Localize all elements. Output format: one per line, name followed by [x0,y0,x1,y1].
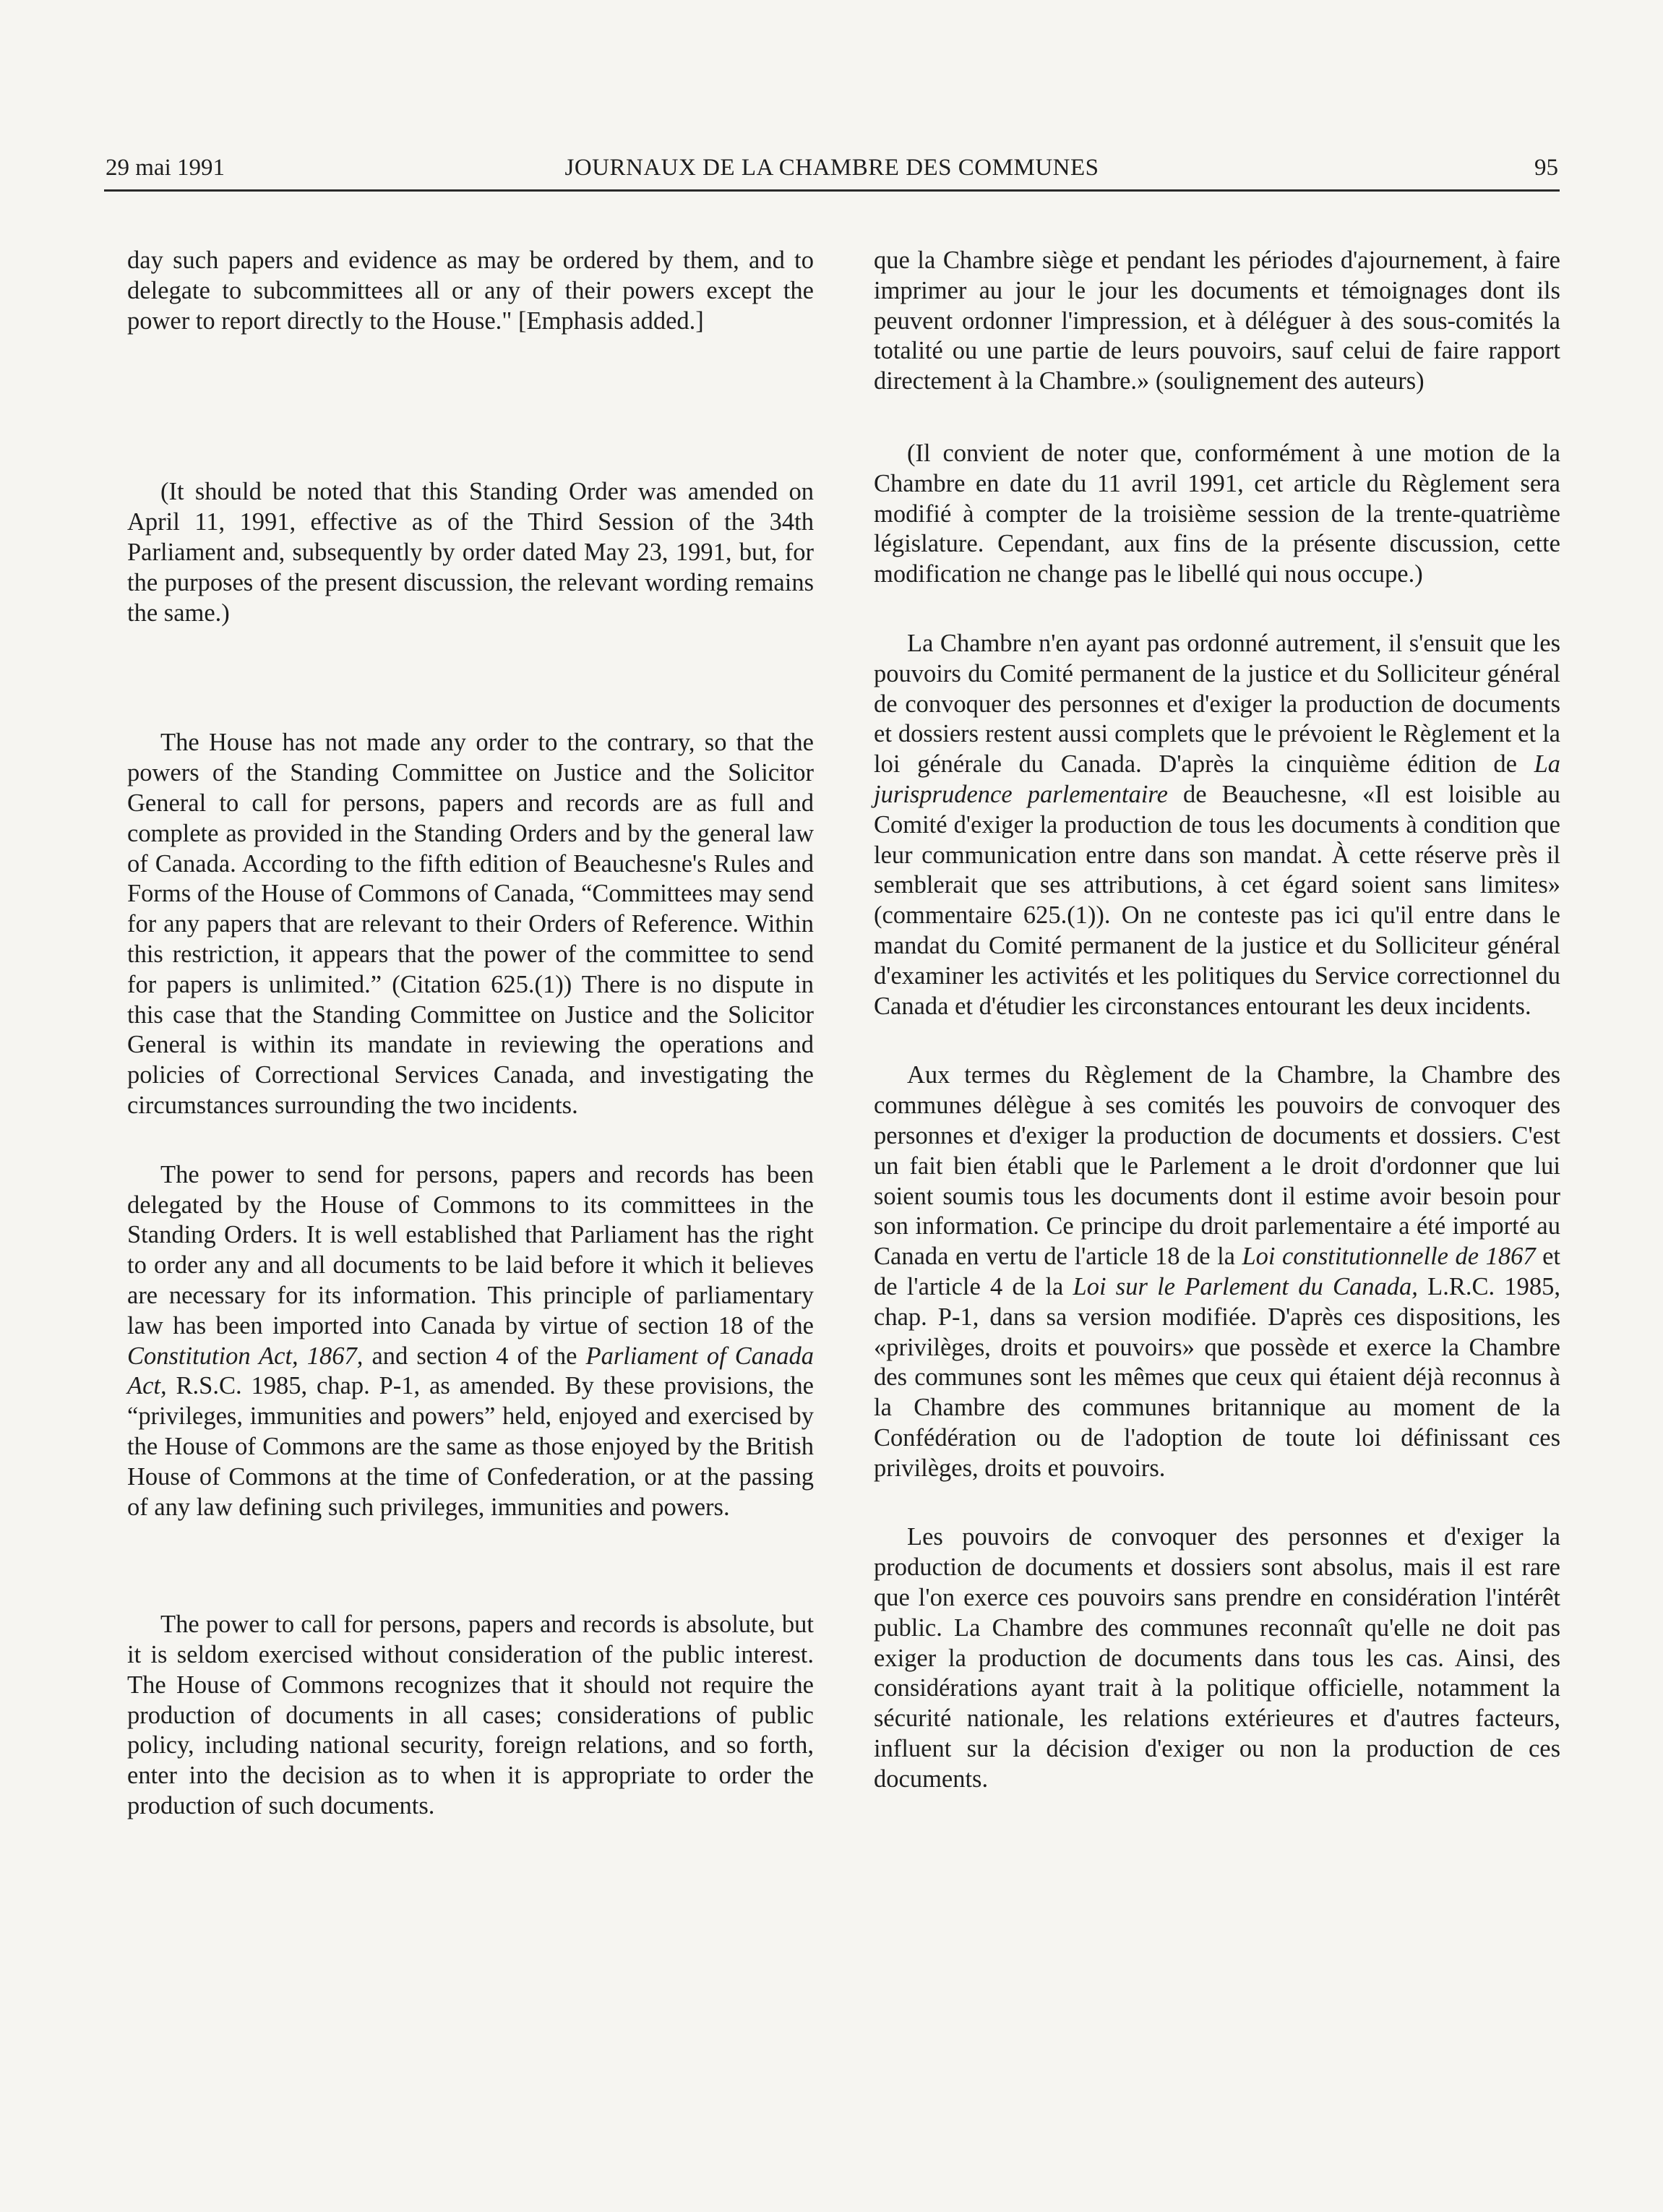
en-paragraph-2: (It should be noted that this Standing Order was amended on April 11, 1991, effective as of the Third Session of the 34th Parliament and, subsequently by order dated May 23, 1991, but, for the purposes of the present discussion, the relevant wording remains the same.) [127,478,814,627]
english-column [127,246,814,1874]
parliament-act-title: Parliament of Canada Act, [127,1342,814,1400]
journal-title: JOURNAUX DE LA CHAMBRE DES COMMUNES [564,155,1099,181]
fr-p4-text-a: Aux termes du Règlement de la Chambre, la Chambre des communes délègue à ses comités les pouvoirs de convoquer des personnes et d'exiger la production de documents et dossiers. C'est un fait bien établi que le Parlement a le droit d'ordonner que lui soient soumis tous les documents dont il estime avoir besoin pour son information. Ce principe du droit parlementaire a été importé au Canada en vertu de l'article 18 de la [874,1061,1560,1271]
fr-p4-text-b: et de l'article 4 de la [874,1243,1561,1300]
en-paragraph-4 [127,1160,814,1523]
loi-parlement-title: Loi sur le Parlement du Canada, [1073,1272,1418,1300]
fr-paragraph-4 [874,1060,1560,1483]
en-paragraph-3: The House has not made any order to the contrary, so that the powers of the Standing Committee on Justice and the Solicitor General to call for persons, papers and records are as full and complete as provided in the Standing Orders and by the general law of Canada. According to the fifth edition of Beauchesne's Rules and Forms of the House of Commons of Canada, “Committees may send for any papers that are relevant to their Orders of Reference. Within this restriction, it appears that the power of the committee to send for papers is unlimited.” (Citation 625.(1)) There is no dispute in this case that the Standing Committee on Justice and the Solicitor General is within its mandate in reviewing the operations and policies of Correctional Services Canada, and investigating the circumstances surrounding the two incidents. [127,729,814,1119]
french-column [874,246,1560,1847]
fr-p4-text-c: L.R.C. 1985, chap. P-1, dans sa version modifiée. D'après ces dispositions, les «privilèges, droits et pouvoirs» que possède et exerce la Chambre des communes sont les mêmes que ceux qui étaient déjà reconnus à la Chambre des communes britannique au moment de la Confédération ou de l'adoption de toute loi définissant ces privilèges, droits et pouvoirs. [874,1272,1560,1482]
en-p4-text-b: and section 4 of the [363,1342,586,1370]
constitution-act-title: Constitution Act, 1867, [127,1342,364,1370]
jurisprudence-title: La jurisprudence parlementaire [874,750,1560,808]
page-number: 95 [1534,155,1558,181]
en-p4-text-a: The power to send for persons, papers and records has been delegated by the House of Commons to its committees in the Standing Orders. It is well established that Parliament has the right to order any and all documents to be laid before it which it believes are necessary for its information. This principle of parliamentary law has been imported into Canada by virtue of section 18 of the [127,1160,814,1339]
en-paragraph-1: day such papers and evidence as may be ordered by them, and to delegate to subcommittees all or any of their powers except the power to report directly to the House." [Emphasis added.] [127,247,814,335]
loi-constitutionnelle-title: Loi constitutionnelle de 1867 [1242,1243,1536,1271]
fr-paragraph-2: (Il convient de noter que, conformément à une motion de la Chambre en date du 11 avril 1991, cet article du Règlement sera modifié à compter de la troisième session de la trente-quatrième législature. Cependant, aux fins de la présente discussion, cette modification ne change pas le libellé qui nous occupe.) [874,439,1560,588]
fr-paragraph-5: Les pouvoirs de convoquer des personnes et d'exiger la production de documents et dossiers sont absolus, mais il est rare que l'on exerce ces pouvoirs sans prendre en considération l'intérêt public. La Chambre des communes reconnaît qu'elle ne doit pas exiger la production de documents dans tous les cas. Ainsi, des considérations ayant trait à la politique officielle, notamment la sécurité nationale, les relations extérieures et d'autres facteurs, influent sur la décision d'exiger ou non la production de ces documents. [874,1523,1560,1793]
en-p4-text-c: R.S.C. 1985, chap. P-1, as amended. By these provisions, the “privileges, immunities and powers” held, enjoyed and exercised by the House of Commons are the same as those enjoyed by the British House of Commons at the time of Confederation, or at the passing of any law defining such privileges, immunities and powers. [127,1372,814,1521]
en-paragraph-5: The power to call for persons, papers and records is absolute, but it is seldom exercised without consideration of the public interest. The House of Commons recognizes that it should not require the production of documents in all cases; considerations of public policy, including national security, foreign relations, and so forth, enter into the decision as to when it is appropriate to order the production of such documents. [127,1611,814,1820]
header-date: 29 mai 1991 [106,155,225,181]
fr-p3-text-b: de Beauchesne, «Il est loisible au Comité d'exiger la production de tous les documents à condition que leur communication entre dans son mandat. À cette réserve près il semblerait que ses attributions, à cet égard soient sans limites» (commentaire 625.(1)). On ne conteste pas ici qu'il entre dans le mandat du Comité permanent de la justice et du Solliciteur général d'examiner les activités et les politiques du Service correctionnel du Canada et d'étudier les circonstances entourant les deux incidents. [874,780,1560,1020]
fr-p3-text-a: La Chambre n'en ayant pas ordonné autrement, il s'ensuit que les pouvoirs du Comité permanent de la justice et du Solliciteur général de convoquer des personnes et d'exiger la production de documents et dossiers restent aussi complets que le prévoient le Règlement et la loi générale du Canada. D'après la cinquième édition de [874,629,1560,779]
running-header [104,152,1560,192]
fr-paragraph-3 [874,629,1560,1021]
fr-paragraph-1: que la Chambre siège et pendant les périodes d'ajournement, à faire imprimer au jour le jour les documents et témoignages dont ils peuvent ordonner l'impression, et à déléguer à des sous-comités la totalité ou une partie de leurs pouvoirs, sauf celui de faire rapport directement à la Chambre.» (soulignement des auteurs) [874,247,1560,395]
